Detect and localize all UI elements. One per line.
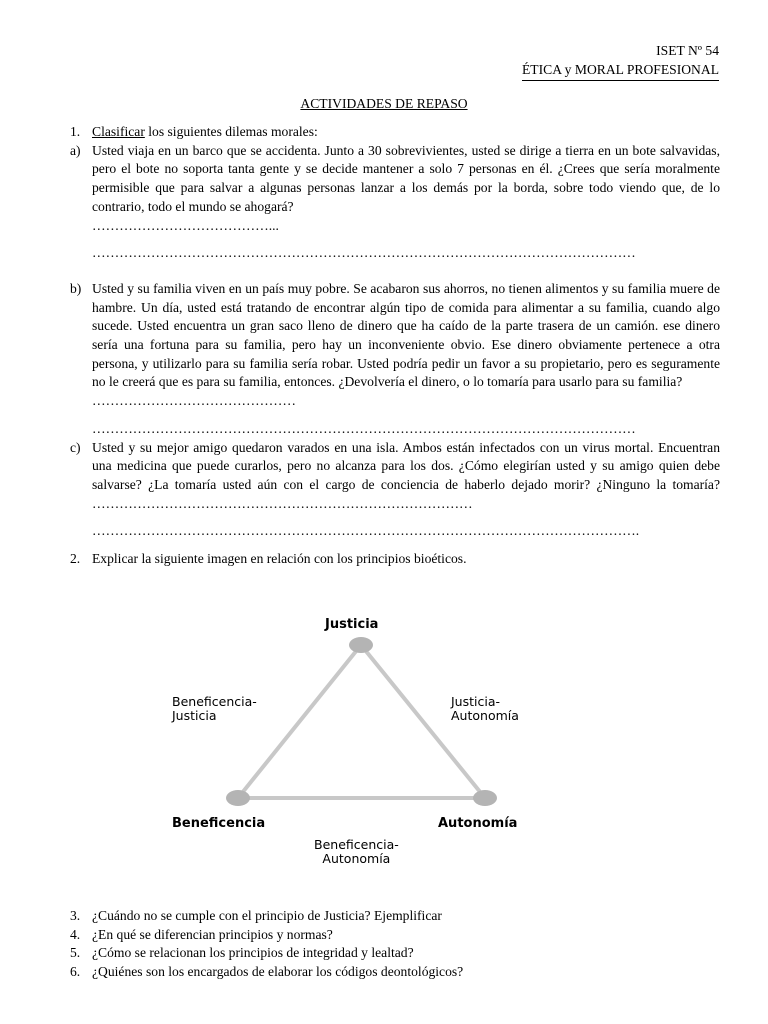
question-number: 3. xyxy=(70,908,81,923)
dilemma-c-body xyxy=(92,439,720,542)
question-item xyxy=(70,963,720,982)
dilemma-b-body xyxy=(92,280,720,439)
page-title xyxy=(0,95,768,114)
label-justicia: Justicia xyxy=(325,617,379,632)
label-autonomia: Autonomía xyxy=(438,816,518,831)
page-title-text: ACTIVIDADES DE REPASO xyxy=(300,96,468,111)
dilemma-a-body xyxy=(92,142,720,263)
question-list xyxy=(70,907,720,982)
question-text: ¿En qué se diferencian principios y normas? xyxy=(92,926,333,942)
question-number: 4. xyxy=(70,926,81,942)
question-number: 6. xyxy=(70,964,81,980)
edge-right-line1: Justicia- xyxy=(451,694,501,709)
dilemma-label: a) xyxy=(70,142,81,158)
question-number: 5. xyxy=(70,945,81,961)
question-2-text: Explicar la siguiente imagen en relación con los principios bioéticos. xyxy=(92,551,467,567)
question-item xyxy=(70,926,720,945)
answer-line: …………………………………………………………………………………………………………. xyxy=(92,523,640,539)
question-number: 2. xyxy=(70,551,81,567)
answer-line: ………………………………………………………………………………………………………… xyxy=(92,420,636,436)
edge-bottom-line1: Beneficencia- xyxy=(314,837,399,852)
answer-line: ……………………………………… xyxy=(92,393,296,409)
exercise-content xyxy=(70,123,720,569)
answer-line: ………………………………………………………………………… xyxy=(92,495,473,511)
question-text: ¿Cómo se relacionan los principios de integridad y lealtad? xyxy=(92,945,414,961)
dilemma-label: c) xyxy=(70,439,81,455)
question-text: ¿Cuándo no se cumple con el principio de Justicia? Ejemplificar xyxy=(92,908,442,923)
question-1-prompt xyxy=(92,123,720,142)
institution-name: ISET Nº 54 xyxy=(656,43,719,58)
label-beneficencia-justicia xyxy=(172,695,257,723)
question-item xyxy=(70,944,720,963)
node-autonomia xyxy=(473,790,497,806)
question-1-verb: Clasificar xyxy=(92,124,145,139)
edge-left-line1: Beneficencia- xyxy=(172,694,257,709)
dilemma-b-text: Usted y su familia viven en un país muy pobre. Se acabaron sus ahorros, no tienen alimentos y su familia muere de hambre. Un día, usted está tratando de encontrar algún tipo de comida para alimentar a su familia, cuando algo sucede. Usted encuentra un gran saco lleno de dinero que ha caído de la parte trasera de un camión. ese dinero sería una fortuna para su familia, pero hay un inconveniente obvio. Ese dinero obviamente pertenece a otra persona, y utilizarlo para su familia sería robar. Usted podría pedir un favor a su propietario, pero es seguramente no le creerá que es para su familia, entonces. ¿Devolvería el dinero, o lo tomaría para usarlo para su familia? xyxy=(92,280,720,390)
dilemma-label: b) xyxy=(70,280,82,296)
subject-name: ÉTICA y MORAL PROFESIONAL xyxy=(522,61,719,82)
document-header xyxy=(522,42,719,81)
edge-right-line2: Autonomía xyxy=(451,708,519,723)
node-justicia xyxy=(349,637,373,653)
question-text: ¿Quiénes son los encargados de elaborar los códigos deontológicos? xyxy=(92,964,464,980)
dilemma-b xyxy=(70,280,720,439)
bioethics-triangle-diagram xyxy=(150,605,570,880)
label-justicia-autonomia xyxy=(451,695,519,723)
answer-line: …………………………………... xyxy=(92,217,279,233)
edge-bottom-line2: Autonomía xyxy=(322,851,391,866)
question-number: 1. xyxy=(70,124,81,139)
dilemma-a xyxy=(70,142,720,263)
node-beneficencia xyxy=(226,790,250,806)
edge-left-line2: Justicia xyxy=(172,708,217,723)
dilemma-c xyxy=(70,439,720,542)
dilemma-a-text: Usted viaja en un barco que se accidenta. Junto a 30 sobrevivientes, usted se dirige a tierra en un bote salvavidas, pero el bote no soporta tanta gente y se decide mantener a solo 7 personas en él. ¿Crees que sería moralmente permisible que para salvar a algunas personas lanzar a los demás por la borda, sobre todo viendo que, de lo contrario, todo el mundo se ahogará? xyxy=(92,142,720,214)
question-1 xyxy=(70,123,720,142)
question-2 xyxy=(70,550,720,569)
dilemma-c-text: Usted y su mejor amigo quedaron varados en una isla. Ambos están infectados con un virus mortal. Encuentran una medicina que puede curarlos, pero no alcanza para los dos. ¿Cómo elegirían usted y su amigo quien debe salvarse? ¿La tomaría usted aún con el cargo de conciencia de haberlo dejado morir? ¿Ninguno la tomaría? xyxy=(92,439,720,492)
label-beneficencia-autonomia xyxy=(314,838,399,866)
question-1-rest: los siguientes dilemas morales: xyxy=(144,124,318,139)
answer-line: ………………………………………………………………………………………………………… xyxy=(92,245,636,261)
question-item xyxy=(70,907,720,926)
label-beneficencia: Beneficencia xyxy=(172,816,266,831)
